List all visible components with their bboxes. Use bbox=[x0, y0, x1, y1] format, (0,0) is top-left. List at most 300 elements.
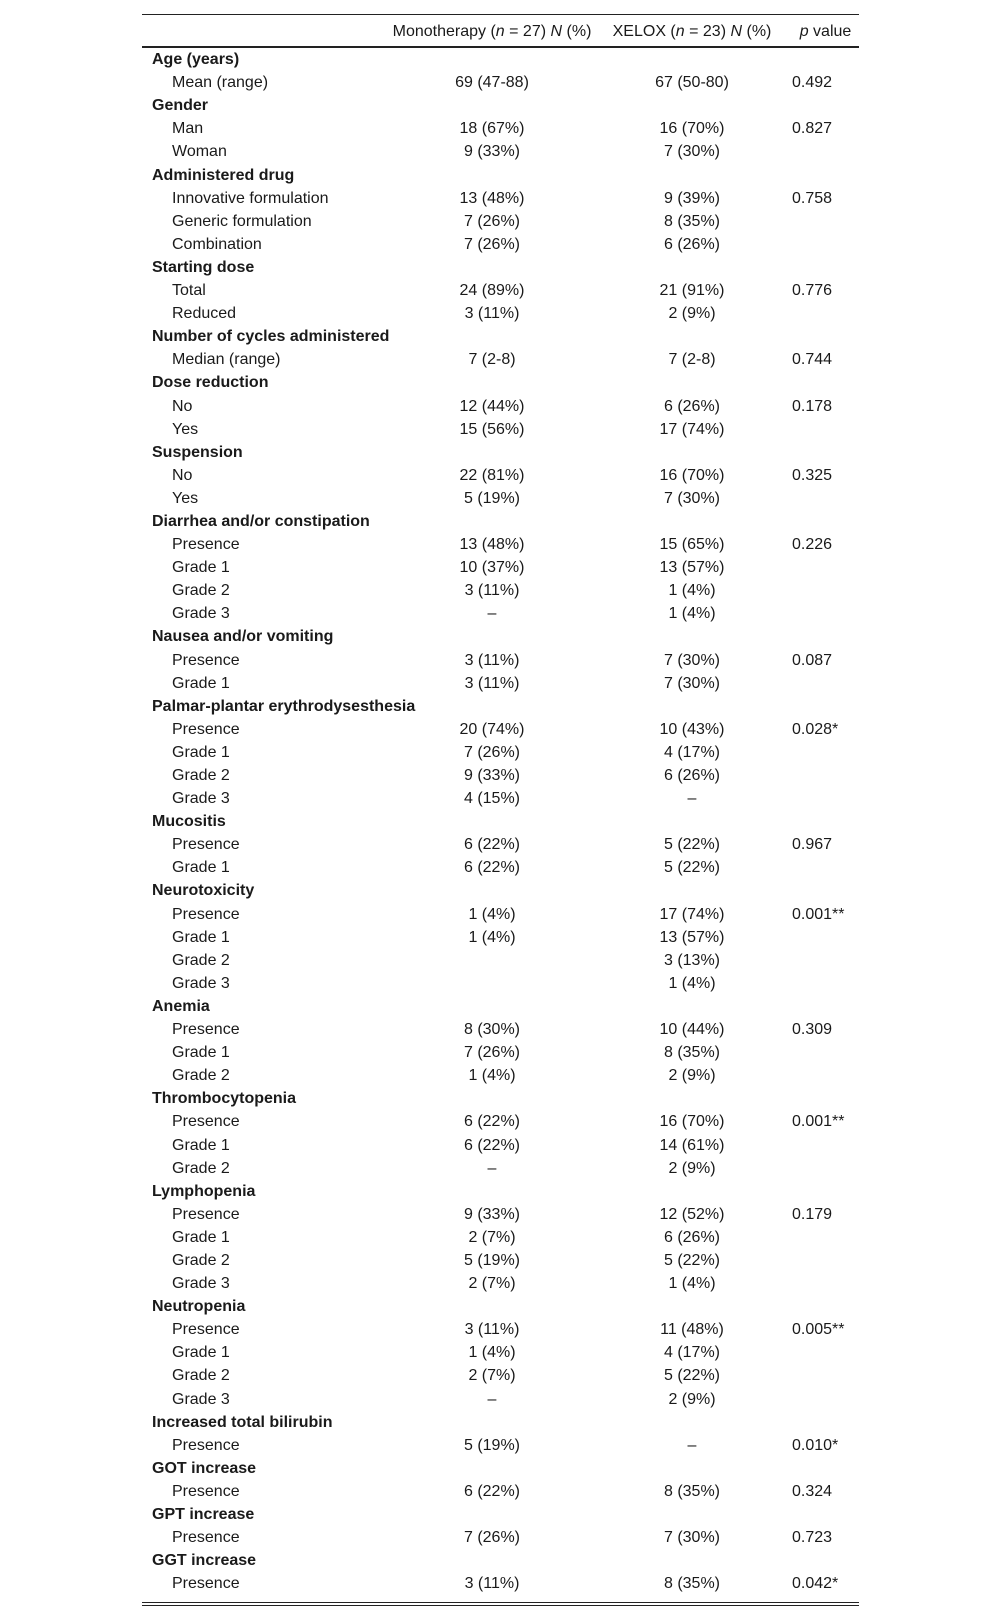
table-row bbox=[142, 741, 859, 764]
p-value-cell bbox=[792, 233, 859, 256]
table-row bbox=[142, 718, 859, 741]
table-row bbox=[142, 1572, 859, 1599]
table-row bbox=[142, 279, 859, 302]
p-value-cell: 0.179 bbox=[792, 1205, 833, 1223]
p-value-cell: 0.042* bbox=[792, 1575, 839, 1593]
row-label: Presence bbox=[172, 1436, 240, 1454]
p-value-cell bbox=[792, 810, 859, 833]
table-row bbox=[142, 1318, 859, 1341]
monotherapy-cell bbox=[392, 995, 592, 1018]
table-row bbox=[142, 418, 859, 441]
p-value-cell bbox=[792, 949, 859, 972]
row-label: Grade 1 bbox=[172, 928, 230, 946]
p-value-cell: 0.178 bbox=[792, 397, 833, 415]
table-section-row bbox=[142, 164, 859, 187]
table-row bbox=[142, 787, 859, 810]
monotherapy-cell bbox=[392, 1503, 592, 1526]
p-value-cell bbox=[792, 1388, 859, 1411]
xelox-cell: 6 (26%) bbox=[663, 235, 721, 253]
xelox-cell bbox=[592, 371, 792, 394]
xelox-cell: 16 (70%) bbox=[659, 466, 725, 484]
table-row bbox=[142, 140, 859, 163]
table-section-row bbox=[142, 47, 859, 71]
p-value-cell: 0.001** bbox=[792, 1113, 845, 1131]
xelox-cell bbox=[592, 325, 792, 348]
monotherapy-cell bbox=[392, 949, 592, 972]
p-value-cell bbox=[792, 325, 859, 348]
xelox-cell: 4 (17%) bbox=[663, 1344, 721, 1362]
monotherapy-cell: 9 (33%) bbox=[463, 1205, 521, 1223]
results-table-container bbox=[142, 14, 859, 1606]
table-row bbox=[142, 926, 859, 949]
row-label: Grade 2 bbox=[172, 582, 230, 600]
p-value-cell bbox=[792, 1549, 859, 1572]
xelox-cell: 8 (35%) bbox=[663, 212, 721, 230]
monotherapy-cell: 7 (26%) bbox=[463, 743, 521, 761]
header-mono-mid: = 27) bbox=[504, 23, 551, 40]
table-row bbox=[142, 1272, 859, 1295]
p-value-cell bbox=[792, 94, 859, 117]
monotherapy-cell: 13 (48%) bbox=[459, 189, 525, 207]
monotherapy-cell: 9 (33%) bbox=[463, 767, 521, 784]
monotherapy-cell: 7 (26%) bbox=[463, 1044, 521, 1062]
xelox-cell bbox=[592, 810, 792, 833]
monotherapy-cell bbox=[392, 1457, 592, 1480]
row-label: Yes bbox=[172, 489, 199, 507]
p-value-cell: 0.309 bbox=[792, 1021, 833, 1039]
row-label: Reduced bbox=[172, 305, 237, 323]
table-section-row bbox=[142, 1295, 859, 1318]
p-value-cell bbox=[792, 441, 859, 464]
monotherapy-cell bbox=[392, 371, 592, 394]
monotherapy-cell bbox=[392, 256, 592, 279]
p-value-cell bbox=[792, 856, 859, 879]
p-value-cell: 0.001** bbox=[792, 905, 845, 923]
row-label: Mean (range) bbox=[172, 74, 269, 92]
p-value-cell bbox=[792, 210, 859, 233]
header-xelox bbox=[592, 15, 792, 48]
monotherapy-cell bbox=[392, 1411, 592, 1434]
xelox-cell: 12 (52%) bbox=[659, 1205, 725, 1223]
xelox-cell: 7 (30%) bbox=[663, 674, 721, 692]
table-row bbox=[142, 210, 859, 233]
xelox-cell: 6 (26%) bbox=[663, 767, 721, 784]
xelox-cell: 14 (61%) bbox=[659, 1136, 725, 1154]
row-label: Lymphopenia bbox=[152, 1182, 256, 1200]
xelox-cell bbox=[592, 1087, 792, 1110]
table-row bbox=[142, 487, 859, 510]
xelox-cell: – bbox=[687, 1436, 697, 1454]
p-value-cell bbox=[792, 1411, 859, 1434]
monotherapy-cell: 18 (67%) bbox=[459, 120, 525, 138]
row-label: Median (range) bbox=[172, 351, 281, 369]
table-row bbox=[142, 949, 859, 972]
table-row bbox=[142, 1526, 859, 1549]
row-label: Neutropenia bbox=[152, 1298, 246, 1316]
monotherapy-cell: 1 (4%) bbox=[468, 905, 516, 923]
monotherapy-cell: 1 (4%) bbox=[468, 1067, 516, 1085]
row-label: Man bbox=[172, 120, 204, 138]
monotherapy-cell bbox=[392, 1549, 592, 1572]
xelox-cell: 7 (30%) bbox=[663, 489, 721, 507]
table-row bbox=[142, 1480, 859, 1503]
p-value-cell bbox=[792, 1364, 859, 1387]
row-label: GOT increase bbox=[152, 1459, 257, 1477]
row-label: Starting dose bbox=[152, 258, 255, 276]
monotherapy-cell: 6 (22%) bbox=[463, 859, 521, 877]
header-xelox-prefix: XELOX ( bbox=[612, 23, 676, 40]
p-value-cell bbox=[792, 625, 859, 648]
row-label: Presence bbox=[172, 836, 240, 854]
table-section-row bbox=[142, 325, 859, 348]
table-row bbox=[142, 556, 859, 579]
p-value-cell bbox=[792, 556, 859, 579]
p-value-cell: 0.744 bbox=[792, 351, 833, 369]
xelox-cell bbox=[592, 94, 792, 117]
monotherapy-cell: 20 (74%) bbox=[459, 720, 525, 738]
xelox-cell: 1 (4%) bbox=[668, 974, 716, 992]
row-label: Administered drug bbox=[152, 166, 295, 184]
table-row bbox=[142, 395, 859, 418]
xelox-cell: 2 (9%) bbox=[668, 1159, 716, 1177]
xelox-cell: 10 (44%) bbox=[659, 1021, 725, 1039]
xelox-cell bbox=[592, 695, 792, 718]
table-row bbox=[142, 1203, 859, 1226]
table-row bbox=[142, 187, 859, 210]
monotherapy-cell: 7 (2-8) bbox=[468, 351, 516, 369]
table-row bbox=[142, 833, 859, 856]
p-value-cell bbox=[792, 1041, 859, 1064]
row-label: Grade 3 bbox=[172, 1275, 230, 1293]
monotherapy-cell bbox=[392, 695, 592, 718]
monotherapy-cell: 3 (11%) bbox=[464, 674, 520, 692]
xelox-cell bbox=[592, 1180, 792, 1203]
row-label: Increased total bilirubin bbox=[152, 1413, 333, 1431]
bottom-double-rule bbox=[142, 1602, 859, 1606]
p-value-cell bbox=[792, 879, 859, 902]
xelox-cell: 2 (9%) bbox=[668, 305, 716, 323]
monotherapy-cell: 2 (7%) bbox=[468, 1367, 516, 1385]
monotherapy-cell: 1 (4%) bbox=[468, 1344, 516, 1362]
p-value-cell bbox=[792, 602, 859, 625]
monotherapy-cell bbox=[392, 1180, 592, 1203]
monotherapy-cell: 3 (11%) bbox=[464, 305, 520, 323]
row-label: Grade 1 bbox=[172, 559, 230, 577]
p-value-cell bbox=[792, 1341, 859, 1364]
row-label: Grade 1 bbox=[172, 1044, 230, 1062]
monotherapy-cell: 9 (33%) bbox=[463, 143, 521, 161]
table-row bbox=[142, 1388, 859, 1411]
header-p-italic: p bbox=[799, 23, 809, 40]
results-table bbox=[142, 14, 859, 1599]
table-section-row bbox=[142, 879, 859, 902]
table-row bbox=[142, 117, 859, 140]
xelox-cell: 15 (65%) bbox=[659, 536, 725, 554]
p-value-cell bbox=[792, 418, 859, 441]
xelox-cell: 5 (22%) bbox=[663, 859, 721, 877]
xelox-cell: 8 (35%) bbox=[663, 1044, 721, 1062]
row-label: GGT increase bbox=[152, 1552, 257, 1570]
xelox-cell bbox=[592, 256, 792, 279]
monotherapy-cell: 1 (4%) bbox=[468, 928, 516, 946]
table-row bbox=[142, 1134, 859, 1157]
p-value-cell: 0.325 bbox=[792, 466, 833, 484]
monotherapy-cell: 2 (7%) bbox=[468, 1275, 516, 1293]
monotherapy-cell: 13 (48%) bbox=[459, 536, 525, 554]
p-value-cell: 0.967 bbox=[792, 836, 833, 854]
p-value-cell bbox=[792, 1295, 859, 1318]
row-label: Presence bbox=[172, 1113, 240, 1131]
xelox-cell: 7 (30%) bbox=[663, 1529, 721, 1547]
p-value-cell: 0.492 bbox=[792, 74, 833, 92]
table-section-row bbox=[142, 94, 859, 117]
table-section-row bbox=[142, 256, 859, 279]
p-value-cell bbox=[792, 1180, 859, 1203]
header-mono-n: n bbox=[495, 23, 505, 40]
row-label: Innovative formulation bbox=[172, 189, 329, 207]
header-xelox-N: N bbox=[730, 23, 743, 40]
row-label: Anemia bbox=[152, 997, 210, 1015]
table-section-row bbox=[142, 810, 859, 833]
xelox-cell: 16 (70%) bbox=[659, 120, 725, 138]
monotherapy-cell: 5 (19%) bbox=[463, 1251, 521, 1269]
p-value-cell bbox=[792, 764, 859, 787]
xelox-cell bbox=[592, 625, 792, 648]
row-label: No bbox=[172, 466, 193, 484]
p-value-cell bbox=[792, 741, 859, 764]
p-value-cell: 0.324 bbox=[792, 1482, 833, 1500]
row-label: Total bbox=[172, 282, 206, 300]
xelox-cell bbox=[592, 1549, 792, 1572]
p-value-cell bbox=[792, 972, 859, 995]
p-value-cell bbox=[792, 302, 859, 325]
table-section-row bbox=[142, 510, 859, 533]
header-xelox-mid: = 23) bbox=[684, 23, 731, 40]
row-label: Grade 1 bbox=[172, 743, 230, 761]
row-label: Presence bbox=[172, 1575, 240, 1593]
monotherapy-cell: 6 (22%) bbox=[463, 1136, 521, 1154]
table-row bbox=[142, 464, 859, 487]
xelox-cell: 7 (30%) bbox=[663, 143, 721, 161]
row-label: Grade 2 bbox=[172, 1067, 230, 1085]
row-label: Grade 2 bbox=[172, 1251, 230, 1269]
xelox-cell bbox=[592, 995, 792, 1018]
table-row bbox=[142, 602, 859, 625]
xelox-cell: 7 (2-8) bbox=[668, 351, 716, 369]
monotherapy-cell bbox=[392, 879, 592, 902]
row-label: Grade 1 bbox=[172, 1136, 230, 1154]
monotherapy-cell: 10 (37%) bbox=[459, 559, 525, 577]
xelox-cell bbox=[592, 441, 792, 464]
xelox-cell: 67 (50-80) bbox=[655, 74, 729, 92]
table-section-row bbox=[142, 1411, 859, 1434]
xelox-cell: 1 (4%) bbox=[668, 1275, 716, 1293]
table-row bbox=[142, 1226, 859, 1249]
row-label: GPT increase bbox=[152, 1506, 255, 1523]
monotherapy-cell bbox=[392, 1295, 592, 1318]
monotherapy-cell: 12 (44%) bbox=[459, 397, 525, 415]
table-row bbox=[142, 1018, 859, 1041]
p-value-cell bbox=[792, 695, 859, 718]
xelox-cell bbox=[592, 1295, 792, 1318]
row-label: No bbox=[172, 397, 193, 415]
header-monotherapy bbox=[392, 15, 592, 48]
row-label: Presence bbox=[172, 1482, 240, 1500]
table-header bbox=[142, 15, 859, 48]
header-xelox-suffix: (%) bbox=[742, 23, 772, 40]
xelox-cell: 17 (74%) bbox=[659, 905, 725, 923]
monotherapy-cell: 69 (47-88) bbox=[455, 74, 529, 92]
xelox-cell: 2 (9%) bbox=[668, 1067, 716, 1085]
monotherapy-cell bbox=[392, 325, 592, 348]
p-value-cell bbox=[792, 1134, 859, 1157]
table-row bbox=[142, 672, 859, 695]
monotherapy-cell: 2 (7%) bbox=[468, 1228, 516, 1246]
monotherapy-cell: 3 (11%) bbox=[464, 582, 520, 600]
monotherapy-cell bbox=[392, 1087, 592, 1110]
table-section-row bbox=[142, 625, 859, 648]
row-label: Presence bbox=[172, 720, 240, 738]
xelox-cell: 17 (74%) bbox=[659, 420, 725, 438]
table-section-row bbox=[142, 695, 859, 718]
header-row bbox=[142, 15, 859, 48]
row-label: Grade 1 bbox=[172, 1344, 230, 1362]
table-row bbox=[142, 1041, 859, 1064]
xelox-cell: 5 (22%) bbox=[663, 1367, 721, 1385]
monotherapy-cell: 5 (19%) bbox=[463, 1436, 521, 1454]
p-value-cell bbox=[792, 140, 859, 163]
p-value-cell bbox=[792, 1157, 859, 1180]
monotherapy-cell bbox=[392, 47, 592, 71]
xelox-cell: 9 (39%) bbox=[663, 189, 721, 207]
row-label: Presence bbox=[172, 536, 240, 554]
table-row bbox=[142, 579, 859, 602]
monotherapy-cell: 8 (30%) bbox=[463, 1021, 521, 1039]
xelox-cell: 21 (91%) bbox=[659, 282, 725, 300]
header-p-value bbox=[792, 15, 859, 48]
header-variable bbox=[142, 15, 392, 48]
row-label: Woman bbox=[172, 143, 227, 161]
xelox-cell: 7 (30%) bbox=[663, 651, 721, 669]
xelox-cell: 13 (57%) bbox=[659, 928, 725, 946]
xelox-cell bbox=[592, 1457, 792, 1480]
header-mono-prefix: Monotherapy ( bbox=[392, 23, 496, 40]
monotherapy-cell: 22 (81%) bbox=[459, 466, 525, 484]
xelox-cell bbox=[592, 47, 792, 71]
p-value-cell bbox=[792, 510, 859, 533]
row-label: Grade 1 bbox=[172, 1228, 230, 1246]
row-label: Grade 2 bbox=[172, 767, 230, 784]
xelox-cell: 11 (48%) bbox=[660, 1321, 724, 1339]
p-value-cell: 0.226 bbox=[792, 536, 833, 554]
row-label: Presence bbox=[172, 1321, 240, 1339]
row-label: Grade 3 bbox=[172, 974, 230, 992]
table-section-row bbox=[142, 995, 859, 1018]
xelox-cell: 13 (57%) bbox=[659, 559, 725, 577]
row-label: Number of cycles administered bbox=[152, 328, 390, 346]
table-row bbox=[142, 764, 859, 787]
row-label: Grade 1 bbox=[172, 859, 230, 877]
p-value-cell bbox=[792, 672, 859, 695]
row-label: Diarrhea and/or constipation bbox=[152, 512, 370, 530]
row-label: Presence bbox=[172, 651, 240, 669]
p-value-cell bbox=[792, 487, 859, 510]
xelox-cell: 1 (4%) bbox=[668, 605, 716, 623]
table-row bbox=[142, 1064, 859, 1087]
row-label: Dose reduction bbox=[152, 374, 269, 392]
row-label: Presence bbox=[172, 1205, 240, 1223]
row-label: Thrombocytopenia bbox=[152, 1090, 297, 1108]
table-row bbox=[142, 1364, 859, 1387]
table-section-row bbox=[142, 1503, 859, 1526]
p-value-cell bbox=[792, 579, 859, 602]
xelox-cell: 5 (22%) bbox=[663, 836, 721, 854]
xelox-cell: 2 (9%) bbox=[668, 1390, 716, 1408]
header-xelox-n: n bbox=[675, 23, 685, 40]
p-value-cell bbox=[792, 1226, 859, 1249]
row-label: Presence bbox=[172, 905, 240, 923]
table-row bbox=[142, 972, 859, 995]
p-value-cell: 0.776 bbox=[792, 282, 833, 300]
row-label: Gender bbox=[152, 97, 209, 115]
p-value-cell bbox=[792, 1272, 859, 1295]
p-value-cell: 0.087 bbox=[792, 651, 833, 669]
table-row bbox=[142, 1157, 859, 1180]
monotherapy-cell bbox=[392, 94, 592, 117]
table-row bbox=[142, 1249, 859, 1272]
xelox-cell: 6 (26%) bbox=[663, 397, 721, 415]
xelox-cell: – bbox=[687, 790, 697, 808]
row-label: Suspension bbox=[152, 443, 243, 461]
row-label: Grade 1 bbox=[172, 674, 230, 692]
row-label: Generic formulation bbox=[172, 212, 312, 230]
monotherapy-cell: 4 (15%) bbox=[463, 790, 521, 808]
monotherapy-cell: 24 (89%) bbox=[459, 282, 525, 300]
table-section-row bbox=[142, 1549, 859, 1572]
monotherapy-cell: 3 (11%) bbox=[464, 651, 520, 669]
monotherapy-cell: 7 (26%) bbox=[463, 235, 521, 253]
row-label: Nausea and/or vomiting bbox=[152, 628, 334, 646]
monotherapy-cell: 3 (11%) bbox=[464, 1321, 520, 1339]
row-label: Presence bbox=[172, 1021, 240, 1039]
header-mono-N: N bbox=[550, 23, 563, 40]
table-row bbox=[142, 1110, 859, 1133]
monotherapy-cell bbox=[392, 972, 592, 995]
p-value-cell: 0.758 bbox=[792, 189, 833, 207]
xelox-cell: 3 (13%) bbox=[663, 951, 721, 969]
row-label: Yes bbox=[172, 420, 199, 438]
header-mono-suffix: (%) bbox=[562, 23, 592, 40]
p-value-cell bbox=[792, 256, 859, 279]
row-label: Presence bbox=[172, 1529, 240, 1547]
row-label: Grade 2 bbox=[172, 1159, 230, 1177]
monotherapy-cell bbox=[392, 625, 592, 648]
xelox-cell: 6 (26%) bbox=[663, 1228, 721, 1246]
row-label: Neurotoxicity bbox=[152, 882, 255, 900]
p-value-cell bbox=[792, 926, 859, 949]
p-value-cell bbox=[792, 164, 859, 187]
monotherapy-cell: – bbox=[487, 1390, 497, 1408]
row-label: Grade 3 bbox=[172, 1390, 230, 1408]
row-label: Palmar-plantar erythrodysesthesia bbox=[152, 697, 416, 715]
xelox-cell: 4 (17%) bbox=[663, 743, 721, 761]
p-value-cell bbox=[792, 1249, 859, 1272]
monotherapy-cell: 15 (56%) bbox=[459, 420, 525, 438]
xelox-cell bbox=[592, 164, 792, 187]
monotherapy-cell bbox=[392, 810, 592, 833]
monotherapy-cell bbox=[392, 164, 592, 187]
p-value-cell bbox=[792, 995, 859, 1018]
